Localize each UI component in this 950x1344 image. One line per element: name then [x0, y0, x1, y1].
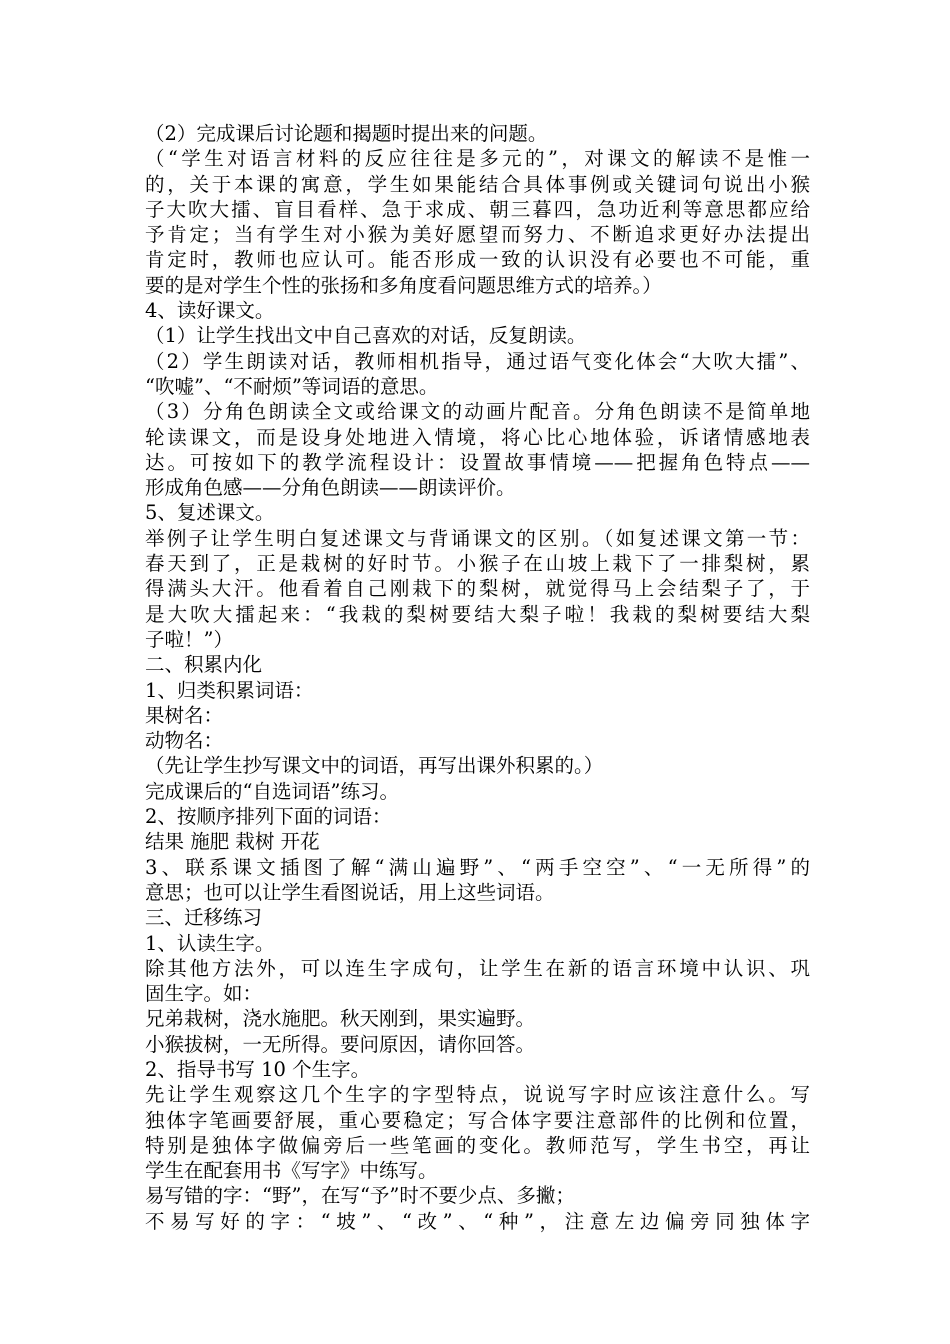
text-line: 不易写好的字：“坡”、“改”、“种”，注意左边偏旁同独体字 [145, 1209, 810, 1233]
text-line: 1、认读生字。 [145, 931, 275, 955]
text-line: 是大吹大擂起来：“我栽的梨树要结大梨子啦！我栽的梨树要结大梨 [145, 602, 810, 626]
text-line: 独体字笔画要舒展，重心要稳定；写合体字要注意部件的比例和位置， [145, 1108, 810, 1132]
text-line: 春天到了，正是栽树的好时节。小猴子在山坡上栽下了一排梨树，累 [145, 552, 810, 576]
text-line: （“学生对语言材料的反应往往是多元的”，对课文的解读不是惟一 [145, 147, 810, 171]
text-line: 先让学生观察这几个生字的字型特点，说说写字时应该注意什么。写 [145, 1083, 810, 1107]
text-line: 子大吹大擂、盲目看样、急于求成、朝三暮四，急功近利等意思都应给 [145, 197, 810, 221]
text-line: 轮读课文，而是设身处地进入情境，将心比心地体验，诉诸情感地表 [145, 425, 810, 449]
text-line: 得满头大汗。他看着自己刚栽下的梨树，就觉得马上会结梨子了，于 [145, 577, 810, 601]
text-line: 果树名： [145, 703, 224, 727]
text-line: 二、积累内化 [145, 653, 263, 677]
text-line: （3）分角色朗读全文或给课文的动画片配音。分角色朗读不是简单地 [145, 400, 810, 424]
text-line: 4、读好课文。 [145, 299, 275, 323]
text-line: 3、联系课文插图了解“满山遍野”、“两手空空”、“一无所得”的 [145, 855, 810, 879]
text-line: 三、迁移练习 [145, 906, 263, 930]
text-line: 予肯定；当有学生对小猴为美好愿望而努力、不断追求更好办法提出 [145, 223, 810, 247]
text-line: 小猴拔树，一无所得。要问原因，请你回答。 [145, 1032, 536, 1056]
document-body [145, 121, 810, 1234]
text-line: 1、归类积累词语： [145, 678, 314, 702]
text-line: 5、复述课文。 [145, 501, 275, 525]
text-line: 学生在配套用书《写字》中练写。 [145, 1159, 438, 1183]
text-line: 固生字。如： [145, 982, 263, 1006]
text-line: 动物名： [145, 729, 224, 753]
text-line: 意思；也可以让学生看图说话，用上这些词语。 [145, 880, 555, 904]
text-line: （2）完成课后讨论题和揭题时提出来的问题。 [145, 122, 548, 145]
text-line: 特别是独体字做偏旁后一些笔画的变化。教师范写，学生书空，再让 [145, 1133, 810, 1157]
text-line: 2、按顺序排列下面的词语： [145, 805, 392, 829]
text-line: 易写错的字：“野”，在写“予”时不要少点、多撇； [145, 1184, 575, 1208]
text-line: 达。可按如下的教学流程设计：设置故事情境——把握角色特点—— [145, 450, 810, 474]
text-line: 形成角色感——分角色朗读——朗读评价。 [145, 476, 516, 500]
text-line: 2、指导书写 10 个生字。 [145, 1057, 371, 1081]
text-line: 的，关于本课的寓意，学生如果能结合具体事例或关键词句说出小猴 [145, 172, 810, 196]
text-line: 举例子让学生明白复述课文与背诵课文的区别。（如复述课文第一节： [145, 526, 810, 550]
text-line: 除其他方法外，可以连生字成句，让学生在新的语言环境中认识、巩 [145, 956, 810, 980]
text-line: 要的是对学生个性的张扬和多角度看问题思维方式的培养。） [145, 273, 662, 297]
text-line: 子啦！”） [145, 627, 233, 651]
text-line: （先让学生抄写课文中的词语，再写出课外积累的。） [145, 754, 604, 778]
text-line: （2）学生朗读对话，教师相机指导，通过语气变化体会“大吹大擂”、 [145, 349, 810, 373]
text-line: 兄弟栽树，浇水施肥。秋天刚到，果实遍野。 [145, 1007, 536, 1031]
text-line: 结果 施肥 栽树 开花 [145, 830, 320, 854]
text-line: 完成课后的“自选词语”练习。 [145, 779, 399, 803]
text-line: （1）让学生找出文中自己喜欢的对话，反复朗读。 [145, 324, 587, 348]
text-line: 肯定时，教师也应认可。能否形成一致的认识没有必要也不可能，重 [145, 248, 810, 272]
text-line: “吹嘘”、“不耐烦”等词语的意思。 [145, 374, 439, 398]
